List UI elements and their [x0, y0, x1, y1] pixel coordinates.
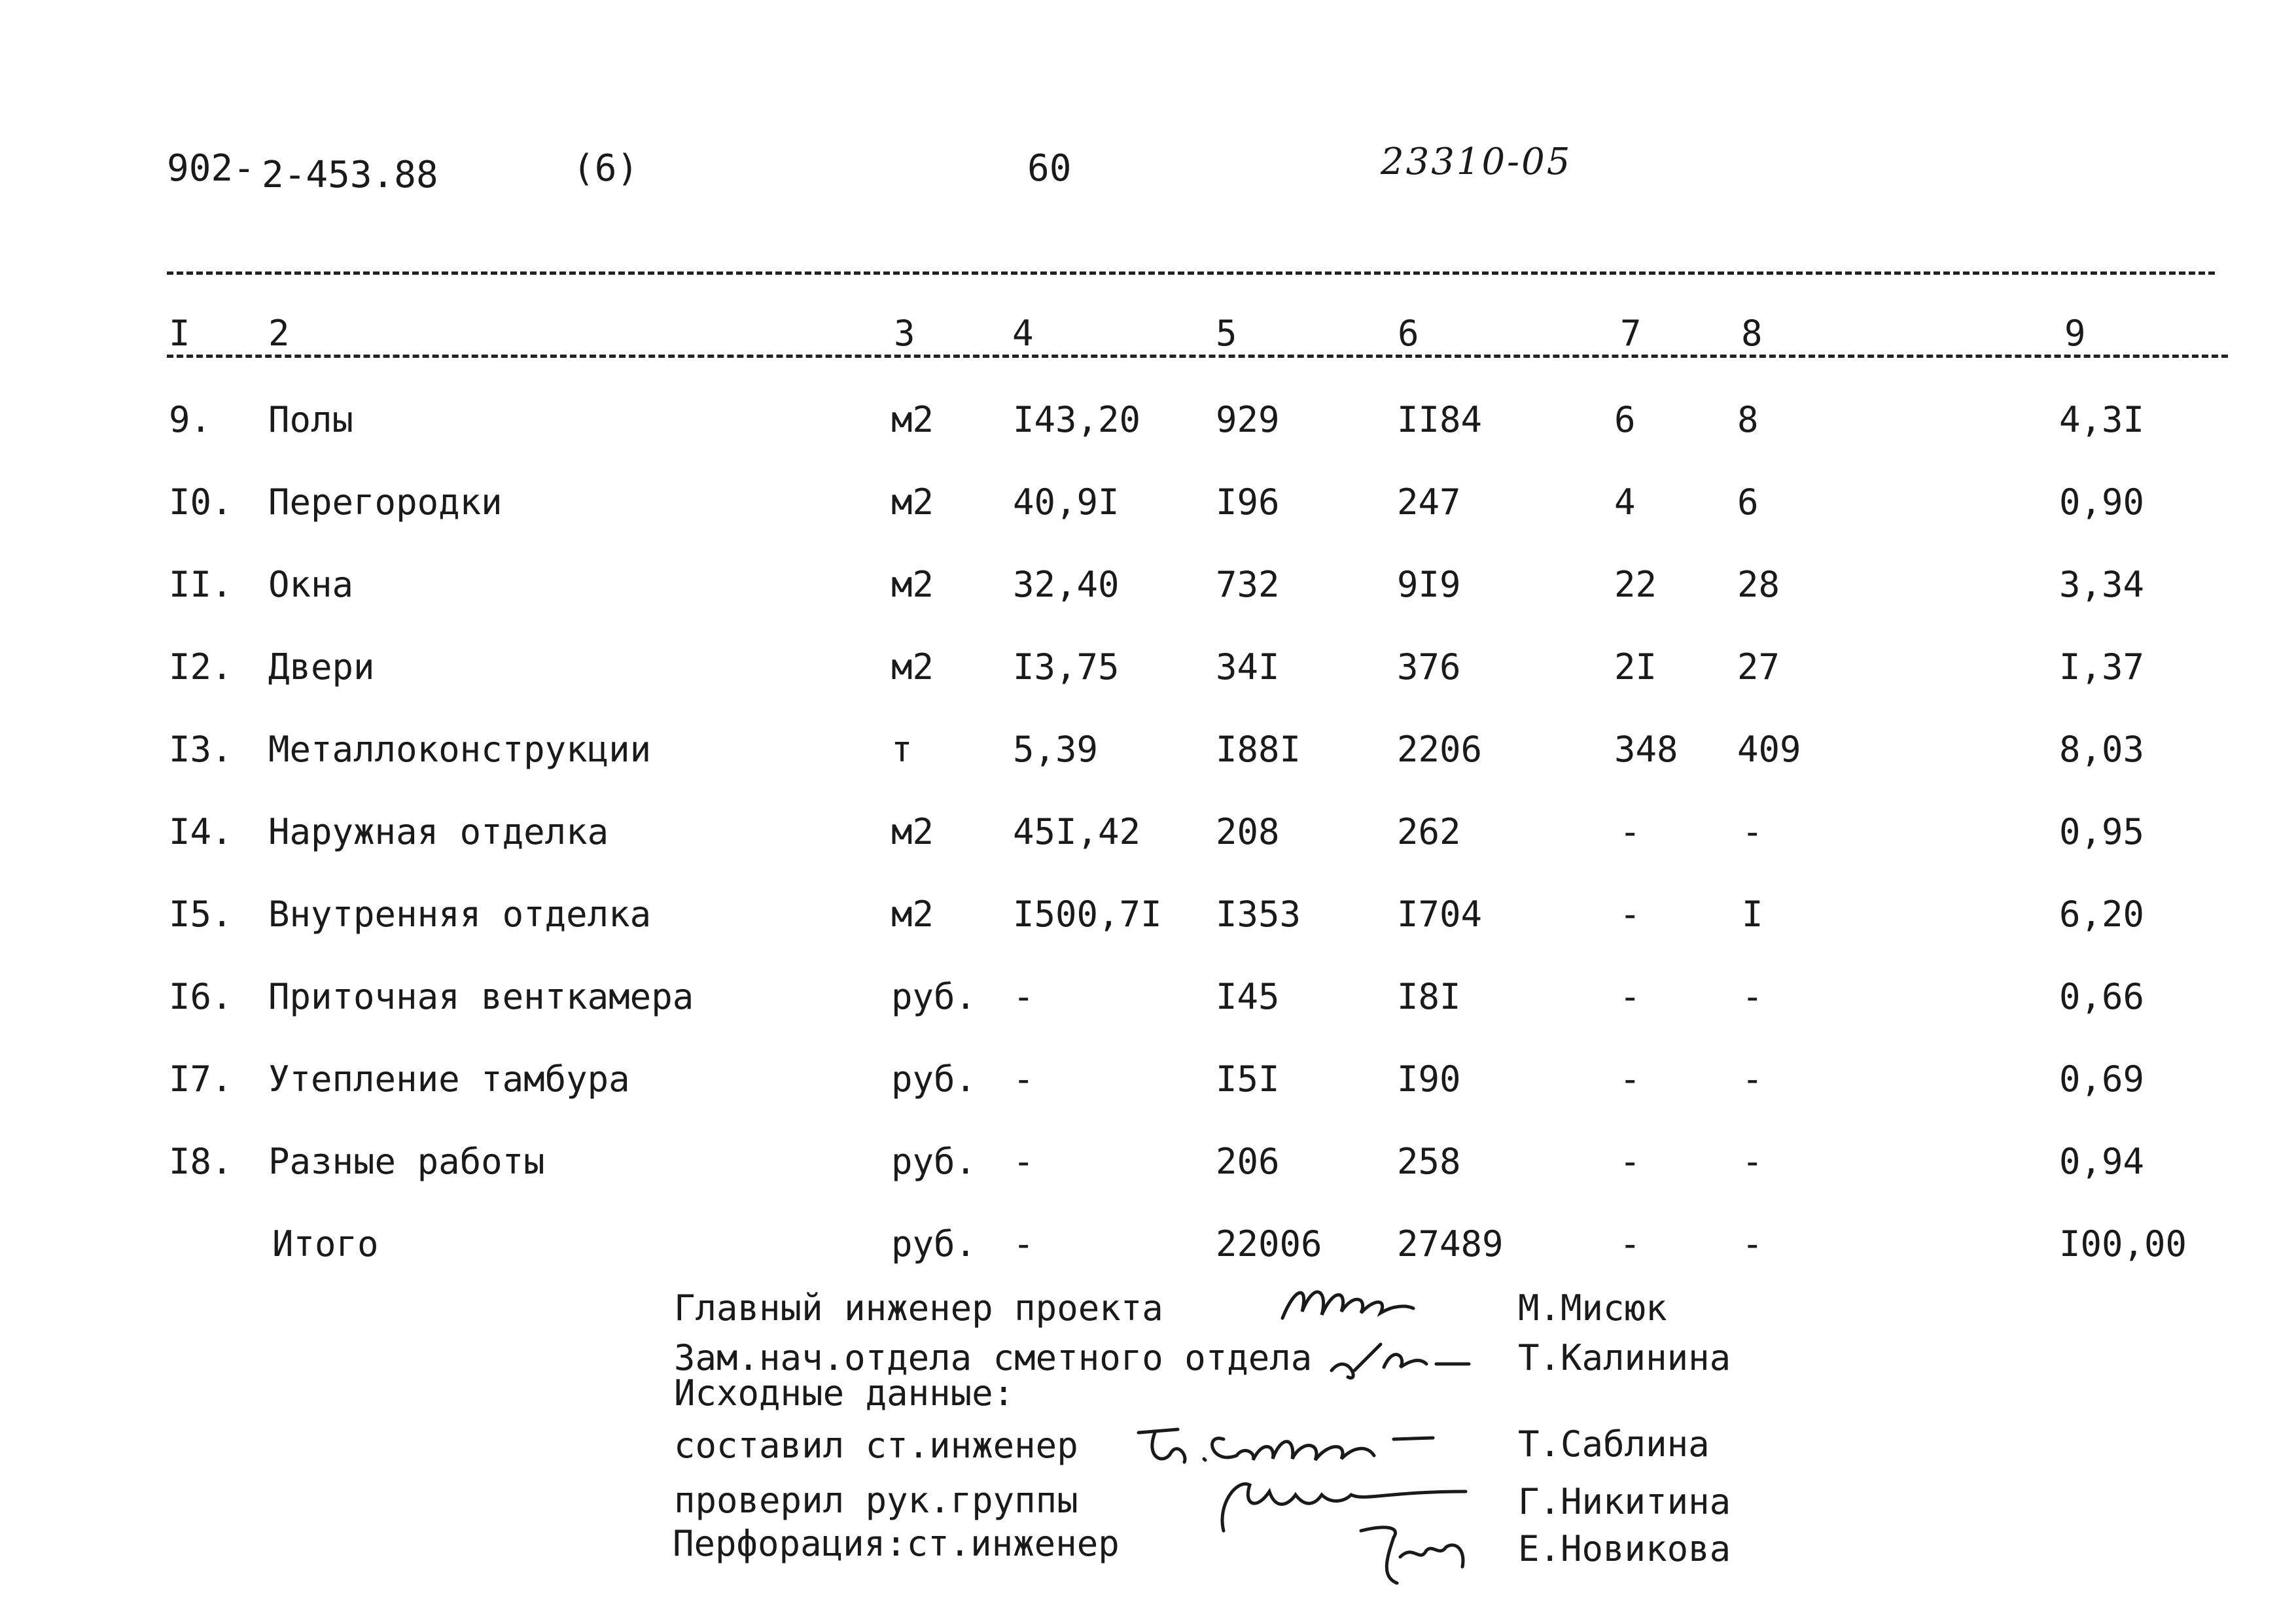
table-row [0, 729, 2296, 794]
row-number: I5. [169, 894, 233, 935]
chief-engineer-name: М.Мисюк [1518, 1287, 1667, 1329]
deputy-name: Т.Калинина [1518, 1337, 1731, 1378]
row-col5: I5I [1216, 1058, 1280, 1100]
row-col9: 0,90 [2059, 481, 2145, 523]
signature-novikova [1348, 1511, 1479, 1596]
col-num-5: 5 [1212, 313, 1241, 354]
row-unit: м2 [891, 564, 934, 605]
row-unit: м2 [891, 646, 934, 688]
row-number: I8. [169, 1141, 233, 1182]
row-col9: 8,03 [2059, 729, 2145, 770]
doc-number: 2-453.88 [262, 154, 438, 196]
deputy-label: Зам.нач.отдела сметного отдела [674, 1337, 1313, 1378]
row-col5: 929 [1216, 399, 1280, 440]
table-row [0, 646, 2296, 712]
row-col6: I8I [1397, 976, 1461, 1017]
signature-kalinina [1322, 1331, 1485, 1390]
row-name: Разные работы [268, 1141, 545, 1182]
row-col9: I,37 [2059, 646, 2145, 688]
row-unit: руб. [891, 1058, 977, 1100]
row-col4: - [1013, 1141, 1034, 1182]
compiled-name: Т.Саблина [1518, 1423, 1710, 1465]
col-num-9: 9 [2060, 313, 2090, 354]
column-dashed-rule [167, 355, 2228, 358]
row-col5: 34I [1216, 646, 1280, 688]
col-num-4: 4 [1008, 313, 1038, 354]
row-col8: - [1742, 976, 1763, 1017]
row-col8: - [1742, 1058, 1763, 1100]
row-col6: I90 [1397, 1058, 1461, 1100]
table-row [0, 564, 2296, 629]
row-col5: 22006 [1216, 1223, 1322, 1265]
row-col7: 2I [1614, 646, 1657, 688]
row-col9: 3,34 [2059, 564, 2145, 605]
row-col6: 262 [1397, 811, 1461, 852]
row-col8: 6 [1737, 481, 1759, 523]
perforation-name: Е.Новикова [1518, 1528, 1731, 1569]
row-col4: I500,7I [1013, 894, 1162, 935]
row-col6: 376 [1397, 646, 1461, 688]
row-unit: м2 [891, 481, 934, 523]
row-col7: 348 [1614, 729, 1678, 770]
row-col5: 732 [1216, 564, 1280, 605]
row-col9: 0,69 [2059, 1058, 2145, 1100]
row-number: I2. [169, 646, 233, 688]
row-col4: - [1013, 1223, 1034, 1265]
col-num-3: 3 [890, 313, 919, 354]
table-row [0, 894, 2296, 959]
col-num-2: 2 [264, 313, 294, 354]
row-col4: 32,40 [1013, 564, 1120, 605]
row-col8: - [1742, 1141, 1763, 1182]
row-col9: 0,95 [2059, 811, 2145, 852]
row-unit: т [891, 729, 913, 770]
table-row [0, 481, 2296, 547]
row-name: Приточная венткамера [268, 976, 694, 1017]
row-unit: руб. [891, 976, 977, 1017]
row-col5: 206 [1216, 1141, 1280, 1182]
row-col7: - [1619, 894, 1641, 935]
row-col4: 5,39 [1013, 729, 1099, 770]
row-col6: 9I9 [1397, 564, 1461, 605]
doc-issue: (6) [573, 147, 639, 190]
row-name: Перегородки [268, 481, 503, 523]
chief-engineer-label: Главный инженер проекта [674, 1287, 1163, 1329]
table-row [0, 1058, 2296, 1124]
table-row [0, 1141, 2296, 1206]
row-name: Двери [268, 646, 375, 688]
table-row [0, 399, 2296, 464]
row-col9: 0,66 [2059, 976, 2145, 1017]
row-col7: - [1619, 811, 1641, 852]
row-col5: 208 [1216, 811, 1280, 852]
row-col4: 45I,42 [1013, 811, 1141, 852]
handwritten-code: 23310-05 [1381, 141, 1572, 183]
col-num-6: 6 [1394, 313, 1423, 354]
row-number: 9. [169, 399, 212, 440]
row-unit: м2 [891, 399, 934, 440]
row-col5: I353 [1216, 894, 1301, 935]
row-unit: руб. [891, 1141, 977, 1182]
row-col5: I88I [1216, 729, 1301, 770]
row-col4: I43,20 [1013, 399, 1141, 440]
row-unit: м2 [891, 894, 934, 935]
row-col6: 247 [1397, 481, 1461, 523]
table-row [0, 811, 2296, 877]
col-num-8: 8 [1737, 313, 1767, 354]
row-col8: - [1742, 1223, 1763, 1265]
checked-label: проверил рук.группы [674, 1480, 1078, 1521]
row-name: Металлоконструкции [268, 729, 652, 770]
row-unit: м2 [891, 811, 934, 852]
row-col8: 27 [1737, 646, 1780, 688]
table-row [0, 976, 2296, 1041]
row-number: I0. [169, 481, 233, 523]
signature-misyuk [1276, 1272, 1446, 1331]
row-col7: - [1619, 976, 1641, 1017]
row-col9: I00,00 [2059, 1223, 2187, 1265]
row-col5: I45 [1216, 976, 1280, 1017]
row-col6: 2206 [1397, 729, 1483, 770]
row-col6: 258 [1397, 1141, 1461, 1182]
row-col7: 6 [1614, 399, 1636, 440]
compiled-label: составил ст.инженер [674, 1425, 1078, 1466]
row-col4: - [1013, 976, 1034, 1017]
row-col9: 0,94 [2059, 1141, 2145, 1182]
row-col6: 27489 [1397, 1223, 1504, 1265]
row-col7: 4 [1614, 481, 1636, 523]
row-col4: I3,75 [1013, 646, 1120, 688]
row-col7: - [1619, 1141, 1641, 1182]
row-col8: 28 [1737, 564, 1780, 605]
row-name: Наружная отделка [268, 811, 609, 852]
row-name: Итого [272, 1223, 379, 1265]
row-col9: 4,3I [2059, 399, 2145, 440]
row-col7: - [1619, 1223, 1641, 1265]
table-total-row [0, 1223, 2296, 1289]
page-number: 60 [1027, 147, 1072, 190]
row-unit: руб. [891, 1223, 977, 1265]
row-col8: 8 [1737, 399, 1759, 440]
row-col6: II84 [1397, 399, 1483, 440]
row-name: Полы [268, 399, 354, 440]
row-col4: - [1013, 1058, 1034, 1100]
source-data-label: Исходные данные: [674, 1372, 1015, 1414]
row-col5: I96 [1216, 481, 1280, 523]
row-number: I4. [169, 811, 233, 852]
row-col6: I704 [1397, 894, 1483, 935]
row-col7: - [1619, 1058, 1641, 1100]
row-name: Внутренняя отделка [268, 894, 652, 935]
row-number: I3. [169, 729, 233, 770]
perforation-label: Перфорация:ст.инженер [673, 1523, 1120, 1564]
row-name: Окна [268, 564, 354, 605]
row-col8: - [1742, 811, 1763, 852]
row-col9: 6,20 [2059, 894, 2145, 935]
row-number: I7. [169, 1058, 233, 1100]
checked-name: Г.Никитина [1518, 1481, 1731, 1522]
row-col8: 409 [1737, 729, 1801, 770]
row-col8: I [1742, 894, 1763, 935]
row-col7: 22 [1614, 564, 1657, 605]
col-num-7: 7 [1616, 313, 1646, 354]
row-name: Утепление тамбура [268, 1058, 630, 1100]
col-num-1: I [165, 313, 194, 354]
row-number: I6. [169, 976, 233, 1017]
doc-series: 902- [167, 147, 255, 190]
row-col4: 40,9I [1013, 481, 1120, 523]
row-number: II. [169, 564, 233, 605]
top-dashed-rule [167, 271, 2215, 275]
